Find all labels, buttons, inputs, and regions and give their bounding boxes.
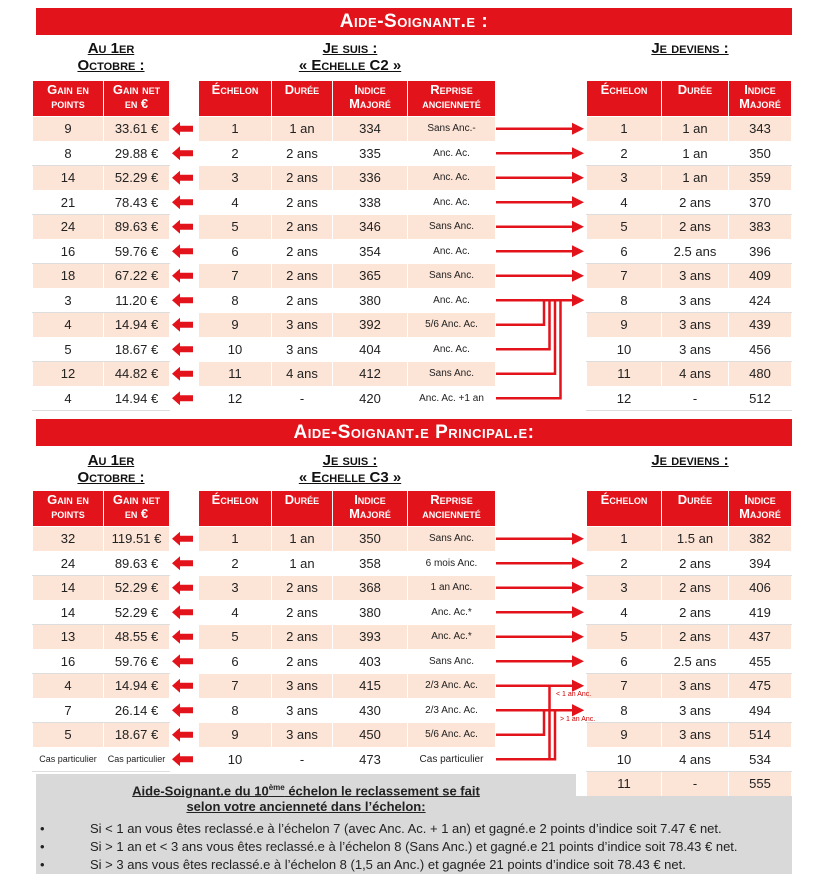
left-arrow-icon bbox=[172, 532, 193, 546]
gain-row-cell: 4 bbox=[33, 313, 104, 338]
echelon-row-cell: Anc. Ac. bbox=[408, 337, 496, 362]
deviens-row-cell: 4 ans bbox=[662, 747, 729, 772]
deviens-row-cell: 534 bbox=[729, 747, 792, 772]
gain-row-cell: 18 bbox=[33, 264, 104, 289]
right-arrow-icon bbox=[572, 533, 584, 545]
gain-row-cell: 89.63 € bbox=[104, 215, 170, 240]
deviens-row-cell: 480 bbox=[729, 362, 792, 387]
right-arrow-icon bbox=[572, 147, 584, 159]
right-arrow-icon bbox=[572, 221, 584, 233]
deviens-row-cell: 359 bbox=[729, 166, 792, 191]
gain-row-cell: 13 bbox=[33, 625, 104, 650]
deviens-row-cell: 406 bbox=[729, 576, 792, 601]
gain-row-cell: 16 bbox=[33, 239, 104, 264]
deviens-row-cell: 394 bbox=[729, 551, 792, 576]
echelon-row-cell: Anc. Ac. bbox=[408, 141, 496, 166]
gain-row-cell: 4 bbox=[33, 386, 104, 411]
echelon-row-cell: 430 bbox=[333, 698, 408, 723]
echelon-row-cell: 2 ans bbox=[272, 190, 333, 215]
echelon-row-cell: 4 bbox=[199, 600, 272, 625]
echelon-row-cell: 9 bbox=[199, 723, 272, 748]
left-arrow-icon bbox=[172, 728, 193, 742]
left-arrow-icon bbox=[172, 146, 193, 160]
deviens-row-cell: 383 bbox=[729, 215, 792, 240]
gain-row-cell: 16 bbox=[33, 649, 104, 674]
echelon-row-cell: 368 bbox=[333, 576, 408, 601]
echelon-row-cell: 2 ans bbox=[272, 288, 333, 313]
right-arrow-icon bbox=[572, 123, 584, 135]
gain-row-cell: 21 bbox=[33, 190, 104, 215]
gain-row-cell: 11.20 € bbox=[104, 288, 170, 313]
deviens-row-cell: 494 bbox=[729, 698, 792, 723]
deviens-row-cell: 9 bbox=[587, 723, 662, 748]
deviens-row-cell: 9 bbox=[587, 313, 662, 338]
echelon-row-cell: 2/3 Anc. Ac. bbox=[408, 698, 496, 723]
note-bullet-1: • Si < 1 an vous êtes reclassé.e à l’échelon 7 (avec Anc. Ac. + 1 an) et gagné.e 2 points d’indice soit 7.47 € net. bbox=[40, 821, 722, 836]
echelon-row-cell: 2 ans bbox=[272, 239, 333, 264]
gain-row-cell: 32 bbox=[33, 527, 104, 552]
deviens-row-cell: 10 bbox=[587, 747, 662, 772]
gain-row-cell: 44.82 € bbox=[104, 362, 170, 387]
note-title: Aide-Soignant.e du 10ème échelon le reclassement se fait selon votre ancienneté dans l’échelon: bbox=[132, 783, 480, 815]
echelon-row-cell: 5/6 Anc. Ac. bbox=[408, 723, 496, 748]
header-reprise: Reprise ancienneté bbox=[408, 81, 496, 117]
gain-row-cell: 29.88 € bbox=[104, 141, 170, 166]
echelon-row-cell: 9 bbox=[199, 313, 272, 338]
deviens-row-cell: 5 bbox=[587, 215, 662, 240]
echelon-row-cell: Anc. Ac. +1 an bbox=[408, 386, 496, 411]
badge-less-1-year: < 1 an Anc. bbox=[556, 691, 592, 698]
header-echelon: Échelon bbox=[587, 491, 662, 527]
echelon-row-cell: 2 ans bbox=[272, 215, 333, 240]
right-arrow-icon bbox=[572, 245, 584, 257]
deviens-row-cell: 4 ans bbox=[662, 362, 729, 387]
left-arrow-icon bbox=[172, 630, 193, 644]
echelon-row-cell: Anc. Ac. bbox=[408, 239, 496, 264]
deviens-row-cell: 1 bbox=[587, 117, 662, 142]
right-arrow-icon bbox=[572, 704, 584, 716]
echelon-row-cell: 1 bbox=[199, 527, 272, 552]
deviens-row-cell: 514 bbox=[729, 723, 792, 748]
echelon-row-cell: 336 bbox=[333, 166, 408, 191]
echelon-row-cell: 2 ans bbox=[272, 625, 333, 650]
gain-row-cell: 14 bbox=[33, 600, 104, 625]
section2-col2-title: Je suis : « Echelle C3 » bbox=[298, 452, 402, 486]
echelon-row-cell: 2 ans bbox=[272, 649, 333, 674]
deviens-row-cell: 4 bbox=[587, 190, 662, 215]
header-gain-points: Gain en points bbox=[33, 491, 104, 527]
deviens-row-cell: 512 bbox=[729, 386, 792, 411]
gain-row-cell: 24 bbox=[33, 551, 104, 576]
deviens-row-cell: 455 bbox=[729, 649, 792, 674]
echelon-row-cell: 420 bbox=[333, 386, 408, 411]
echelon-row-cell: 10 bbox=[199, 747, 272, 772]
header-duree: Durée bbox=[272, 491, 333, 527]
left-arrow-icon bbox=[172, 269, 193, 283]
echelon-row-cell: - bbox=[272, 386, 333, 411]
deviens-row-cell: 2.5 ans bbox=[662, 649, 729, 674]
left-arrow-icon bbox=[172, 318, 193, 332]
echelon-row-cell: 415 bbox=[333, 674, 408, 699]
echelon-row-cell: Anc. Ac.* bbox=[408, 600, 496, 625]
echelon-row-cell: 3 bbox=[199, 166, 272, 191]
echelon-row-cell: Sans Anc. bbox=[408, 649, 496, 674]
connector-line bbox=[496, 686, 572, 760]
bullet-icon: • bbox=[40, 839, 45, 854]
left-arrow-icon bbox=[172, 171, 193, 185]
echelon-row-cell: 3 bbox=[199, 576, 272, 601]
left-arrow-icon bbox=[172, 195, 193, 209]
deviens-row-cell: 3 ans bbox=[662, 674, 729, 699]
left-arrow-icon bbox=[172, 122, 193, 136]
deviens-row-cell: 3 ans bbox=[662, 264, 729, 289]
echelon-row-cell: 8 bbox=[199, 288, 272, 313]
left-arrow-icon bbox=[172, 293, 193, 307]
echelon-row-cell: 335 bbox=[333, 141, 408, 166]
deviens-row-cell: 2 bbox=[587, 141, 662, 166]
section1-col2-title: Je suis : « Echelle C2 » bbox=[298, 40, 402, 74]
echelon-row-cell: 380 bbox=[333, 288, 408, 313]
gain-row-cell: 119.51 € bbox=[104, 527, 170, 552]
deviens-row-cell: 3 bbox=[587, 166, 662, 191]
echelon-row-cell: 350 bbox=[333, 527, 408, 552]
deviens-row-cell: 6 bbox=[587, 649, 662, 674]
deviens-row-cell: 8 bbox=[587, 288, 662, 313]
deviens-row-cell: 1 an bbox=[662, 141, 729, 166]
echelon-row-cell: 1 an bbox=[272, 117, 333, 142]
echelon-row-cell: Anc. Ac. bbox=[408, 288, 496, 313]
deviens-row-cell: 7 bbox=[587, 674, 662, 699]
echelon-row-cell: 7 bbox=[199, 674, 272, 699]
echelon-row-cell: 4 bbox=[199, 190, 272, 215]
echelon-row-cell: 2 bbox=[199, 551, 272, 576]
deviens-row-cell: 8 bbox=[587, 698, 662, 723]
deviens-row-cell: 7 bbox=[587, 264, 662, 289]
left-arrow-icon bbox=[172, 581, 193, 595]
echelon-row-cell: 3 ans bbox=[272, 674, 333, 699]
echelon-row-cell: 346 bbox=[333, 215, 408, 240]
deviens-row-cell: 2 ans bbox=[662, 625, 729, 650]
deviens-row-cell: 475 bbox=[729, 674, 792, 699]
deviens-row-cell: 396 bbox=[729, 239, 792, 264]
echelon-row-cell: 1 bbox=[199, 117, 272, 142]
gain-row-cell: 12 bbox=[33, 362, 104, 387]
note-bullet-3: • Si > 3 ans vous êtes reclassé.e à l’échelon 8 (1,5 an Anc.) et gagnée 21 points d’indice soit 78.43 € net. bbox=[40, 857, 686, 872]
echelon-row-cell: 2 ans bbox=[272, 264, 333, 289]
deviens-row-cell: 2 ans bbox=[662, 600, 729, 625]
gain-row-cell: 14.94 € bbox=[104, 313, 170, 338]
echelon-row-cell: 5/6 Anc. Ac. bbox=[408, 313, 496, 338]
deviens-row-cell: 3 ans bbox=[662, 698, 729, 723]
gain-row-cell: 4 bbox=[33, 674, 104, 699]
deviens-row-cell: 3 ans bbox=[662, 723, 729, 748]
header-indice: Indice Majoré bbox=[729, 491, 792, 527]
echelon-row-cell: 8 bbox=[199, 698, 272, 723]
deviens-row-cell: 11 bbox=[587, 362, 662, 387]
left-arrow-icon bbox=[172, 556, 193, 570]
gain-row-cell: 8 bbox=[33, 141, 104, 166]
section1-col1-title: Au 1er Octobre : bbox=[77, 40, 145, 74]
gain-row-cell: 14.94 € bbox=[104, 674, 170, 699]
echelon-row-cell: Anc. Ac.* bbox=[408, 625, 496, 650]
gain-row-cell: 48.55 € bbox=[104, 625, 170, 650]
echelon-row-cell: 2 bbox=[199, 141, 272, 166]
echelon-row-cell: 3 ans bbox=[272, 337, 333, 362]
deviens-row-cell: 343 bbox=[729, 117, 792, 142]
right-arrow-icon bbox=[572, 631, 584, 643]
left-arrow-icon bbox=[172, 220, 193, 234]
left-arrow-icon bbox=[172, 367, 193, 381]
header-gain-points: Gain en points bbox=[33, 81, 104, 117]
deviens-row-cell: 4 bbox=[587, 600, 662, 625]
deviens-row-cell: 6 bbox=[587, 239, 662, 264]
gain-row-cell: 52.29 € bbox=[104, 166, 170, 191]
echelon-row-cell: Sans Anc. bbox=[408, 362, 496, 387]
deviens-row-cell: 12 bbox=[587, 386, 662, 411]
gain-row-cell: Cas particulier bbox=[104, 747, 170, 772]
echelon-row-cell: 2 ans bbox=[272, 166, 333, 191]
echelon-row-cell: 6 mois Anc. bbox=[408, 551, 496, 576]
gain-row-cell: 3 bbox=[33, 288, 104, 313]
left-arrow-icon bbox=[172, 752, 193, 766]
deviens-row-cell: - bbox=[662, 386, 729, 411]
header-gain-net: Gain net en € bbox=[104, 81, 170, 117]
left-arrow-icon bbox=[172, 654, 193, 668]
echelon-row-cell: 3 ans bbox=[272, 313, 333, 338]
deviens-row-cell: 555 bbox=[729, 772, 792, 797]
header-gain-net: Gain net en € bbox=[104, 491, 170, 527]
echelon-row-cell: - bbox=[272, 747, 333, 772]
gain-row-cell: 26.14 € bbox=[104, 698, 170, 723]
echelon-row-cell: 2 ans bbox=[272, 576, 333, 601]
gain-row-cell: 59.76 € bbox=[104, 239, 170, 264]
bullet-icon: • bbox=[40, 821, 45, 836]
right-arrow-icon bbox=[572, 655, 584, 667]
header-duree: Durée bbox=[662, 491, 729, 527]
deviens-row-cell: 439 bbox=[729, 313, 792, 338]
deviens-row-cell: 370 bbox=[729, 190, 792, 215]
echelon-row-cell: 4 ans bbox=[272, 362, 333, 387]
note-bullet-2: • Si > 1 an et < 3 ans vous êtes reclassé.e à l’échelon 8 (Sans Anc.) et gagné.e 21 points d’indice soit 78.43 € net. bbox=[40, 839, 738, 854]
echelon-row-cell: 2 ans bbox=[272, 141, 333, 166]
right-arrow-icon bbox=[572, 606, 584, 618]
echelon-row-cell: 1 an bbox=[272, 551, 333, 576]
echelon-row-cell: Sans Anc. bbox=[408, 215, 496, 240]
deviens-row-cell: 2 ans bbox=[662, 190, 729, 215]
echelon-row-cell: Anc. Ac. bbox=[408, 166, 496, 191]
gain-row-cell: 7 bbox=[33, 698, 104, 723]
deviens-row-cell: 424 bbox=[729, 288, 792, 313]
bullet-icon: • bbox=[40, 857, 45, 872]
echelon-row-cell: 12 bbox=[199, 386, 272, 411]
gain-row-cell: 18.67 € bbox=[104, 337, 170, 362]
gain-row-cell: 14 bbox=[33, 166, 104, 191]
echelon-row-cell: 473 bbox=[333, 747, 408, 772]
deviens-row-cell: 2 ans bbox=[662, 215, 729, 240]
header-indice: Indice Majoré bbox=[333, 81, 408, 117]
deviens-row-cell: 2 ans bbox=[662, 551, 729, 576]
echelon-row-cell: Sans Anc. bbox=[408, 264, 496, 289]
deviens-row-cell: 3 ans bbox=[662, 337, 729, 362]
echelon-row-cell: 334 bbox=[333, 117, 408, 142]
section1-col3-title: Je deviens : bbox=[651, 40, 729, 57]
deviens-row-cell: 1 bbox=[587, 527, 662, 552]
deviens-row-cell: - bbox=[662, 772, 729, 797]
echelon-row-cell: 380 bbox=[333, 600, 408, 625]
gain-row-cell: 14 bbox=[33, 576, 104, 601]
right-arrow-icon bbox=[572, 270, 584, 282]
right-arrow-icon bbox=[572, 294, 584, 306]
echelon-row-cell: 7 bbox=[199, 264, 272, 289]
deviens-row-cell: 419 bbox=[729, 600, 792, 625]
echelon-row-cell: 393 bbox=[333, 625, 408, 650]
echelon-row-cell: 365 bbox=[333, 264, 408, 289]
echelon-row-cell: 11 bbox=[199, 362, 272, 387]
echelon-row-cell: 3 ans bbox=[272, 723, 333, 748]
header-indice: Indice Majoré bbox=[729, 81, 792, 117]
gain-row-cell: 52.29 € bbox=[104, 576, 170, 601]
deviens-row-cell: 2 ans bbox=[662, 576, 729, 601]
gain-row-cell: 9 bbox=[33, 117, 104, 142]
gain-row-cell: 14.94 € bbox=[104, 386, 170, 411]
deviens-row-cell: 2 bbox=[587, 551, 662, 576]
gain-row-cell: 33.61 € bbox=[104, 117, 170, 142]
echelon-row-cell: Cas particulier bbox=[408, 747, 496, 772]
echelon-row-cell: 354 bbox=[333, 239, 408, 264]
gain-row-cell: 5 bbox=[33, 723, 104, 748]
badge-more-1-year: > 1 an Anc. bbox=[560, 716, 596, 723]
header-indice: Indice Majoré bbox=[333, 491, 408, 527]
deviens-row-cell: 1 an bbox=[662, 166, 729, 191]
deviens-row-cell: 5 bbox=[587, 625, 662, 650]
left-arrow-icon bbox=[172, 244, 193, 258]
echelon-row-cell: 358 bbox=[333, 551, 408, 576]
echelon-row-cell: 404 bbox=[333, 337, 408, 362]
deviens-row-cell: 1 an bbox=[662, 117, 729, 142]
echelon-row-cell: 2/3 Anc. Ac. bbox=[408, 674, 496, 699]
echelon-row-cell: Sans Anc.- bbox=[408, 117, 496, 142]
echelon-row-cell: 392 bbox=[333, 313, 408, 338]
left-arrow-icon bbox=[172, 605, 193, 619]
gain-row-cell: 24 bbox=[33, 215, 104, 240]
header-duree: Durée bbox=[662, 81, 729, 117]
gain-row-cell: 67.22 € bbox=[104, 264, 170, 289]
header-duree: Durée bbox=[272, 81, 333, 117]
echelon-row-cell: Anc. Ac. bbox=[408, 190, 496, 215]
right-arrow-icon bbox=[572, 196, 584, 208]
deviens-row-cell: 409 bbox=[729, 264, 792, 289]
section1-banner: Aide-Soignant.e : bbox=[36, 8, 792, 35]
echelon-row-cell: 10 bbox=[199, 337, 272, 362]
deviens-row-cell: 456 bbox=[729, 337, 792, 362]
echelon-row-cell: 1 an bbox=[272, 527, 333, 552]
left-arrow-icon bbox=[172, 342, 193, 356]
deviens-row-cell: 3 ans bbox=[662, 313, 729, 338]
section2-col1-title: Au 1er Octobre : bbox=[77, 452, 145, 486]
gain-row-cell: 59.76 € bbox=[104, 649, 170, 674]
deviens-row-cell: 10 bbox=[587, 337, 662, 362]
right-arrow-icon bbox=[572, 582, 584, 594]
echelon-row-cell: Sans Anc. bbox=[408, 527, 496, 552]
echelon-row-cell: 5 bbox=[199, 215, 272, 240]
deviens-row-cell: 1.5 an bbox=[662, 527, 729, 552]
gain-row-cell: 52.29 € bbox=[104, 600, 170, 625]
section2-col3-title: Je deviens : bbox=[651, 452, 729, 469]
echelon-row-cell: 6 bbox=[199, 649, 272, 674]
header-reprise: Reprise ancienneté bbox=[408, 491, 496, 527]
echelon-row-cell: 3 ans bbox=[272, 698, 333, 723]
gain-row-cell: Cas particulier bbox=[33, 747, 104, 772]
deviens-row-cell: 2.5 ans bbox=[662, 239, 729, 264]
right-arrow-icon bbox=[572, 680, 584, 692]
deviens-row-cell: 382 bbox=[729, 527, 792, 552]
echelon-row-cell: 6 bbox=[199, 239, 272, 264]
section2-banner: Aide-Soignant.e Principal.e: bbox=[36, 419, 792, 446]
header-echelon: Échelon bbox=[587, 81, 662, 117]
left-arrow-icon bbox=[172, 679, 193, 693]
deviens-row-cell: 3 ans bbox=[662, 288, 729, 313]
echelon-row-cell: 5 bbox=[199, 625, 272, 650]
deviens-row-cell: 350 bbox=[729, 141, 792, 166]
deviens-row-cell: 11 bbox=[587, 772, 662, 797]
header-echelon: Échelon bbox=[199, 491, 272, 527]
left-arrow-icon bbox=[172, 391, 193, 405]
gain-row-cell: 5 bbox=[33, 337, 104, 362]
gain-row-cell: 89.63 € bbox=[104, 551, 170, 576]
left-arrow-icon bbox=[172, 703, 193, 717]
deviens-row-cell: 437 bbox=[729, 625, 792, 650]
echelon-row-cell: 1 an Anc. bbox=[408, 576, 496, 601]
echelon-row-cell: 2 ans bbox=[272, 600, 333, 625]
echelon-row-cell: 338 bbox=[333, 190, 408, 215]
right-arrow-icon bbox=[572, 172, 584, 184]
echelon-row-cell: 412 bbox=[333, 362, 408, 387]
connector-line bbox=[496, 710, 572, 735]
gain-row-cell: 78.43 € bbox=[104, 190, 170, 215]
deviens-row-cell: 3 bbox=[587, 576, 662, 601]
right-arrow-icon bbox=[572, 557, 584, 569]
header-echelon: Échelon bbox=[199, 81, 272, 117]
gain-row-cell: 18.67 € bbox=[104, 723, 170, 748]
echelon-row-cell: 450 bbox=[333, 723, 408, 748]
echelon-row-cell: 403 bbox=[333, 649, 408, 674]
